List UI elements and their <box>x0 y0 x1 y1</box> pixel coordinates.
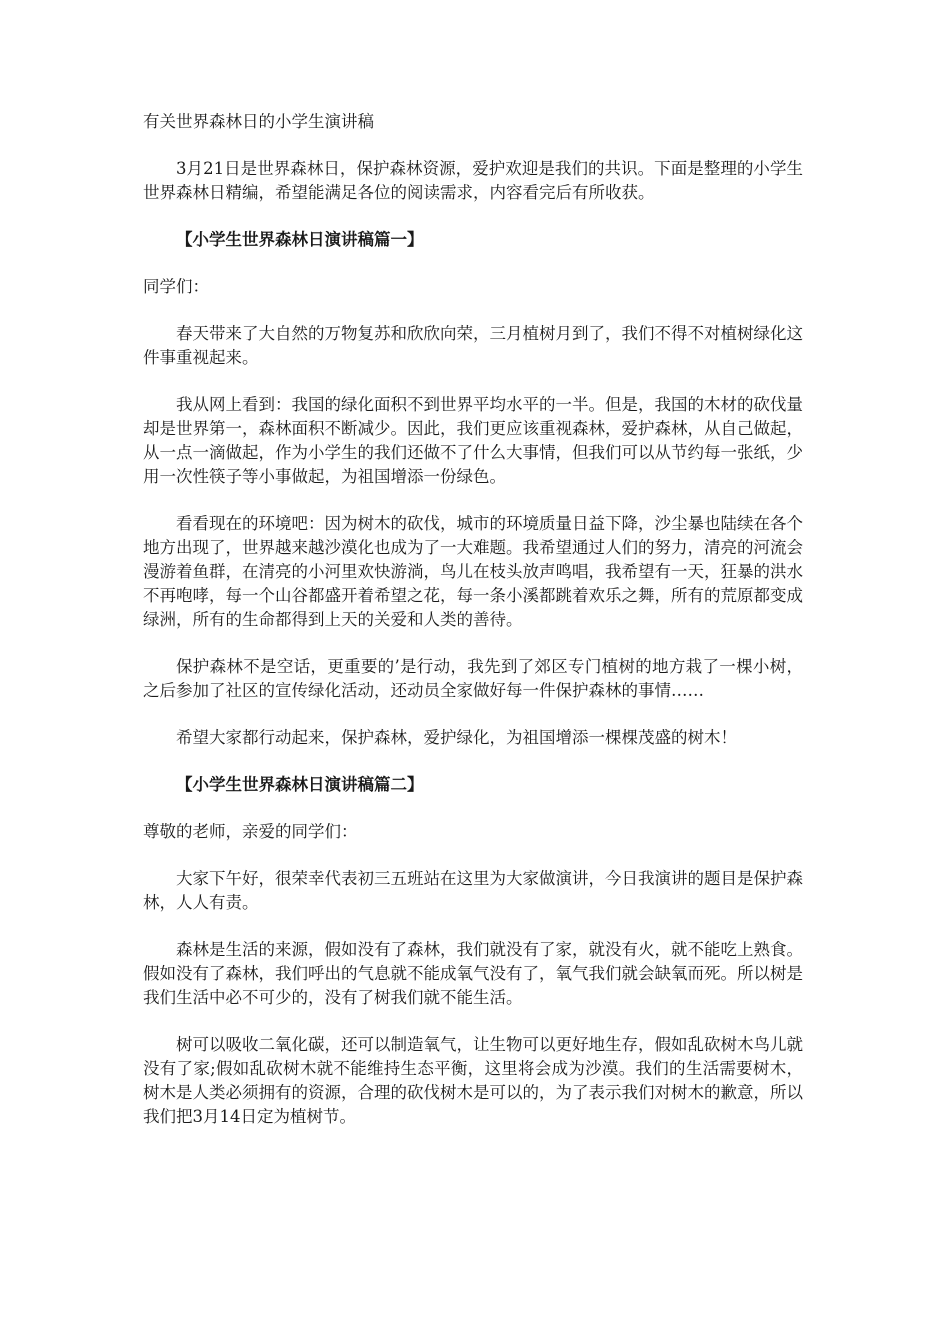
section-heading-2: 【小学生世界森林日演讲稿篇二】 <box>176 775 424 794</box>
body-paragraph: 树可以吸收二氧化碳，还可以制造氧气，让生物可以更好地生存，假如乱砍树木鸟儿就没有了家;假如乱砍树木就不能维持生态平衡，这里将会成为沙漠。我们的生活需要树木，树木是人类必须拥有的资源，合理的砍伐树木是可以的，为了表示我们对树木的歉意，所以我们把3月14日定为植树节。 <box>143 1035 803 1126</box>
document-page <box>143 110 803 1152</box>
body-paragraph: 保护森林不是空话，更重要的’是行动，我先到了郊区专门植树的地方栽了一棵小树，之后参加了社区的宣传绿化活动，还动员全家做好每一件保护森林的事情…… <box>143 657 803 700</box>
body-paragraph: 希望大家都行动起来，保护森林，爱护绿化，为祖国增添一棵棵茂盛的树木！ <box>176 728 737 747</box>
salutation-2: 尊敬的老师，亲爱的同学们： <box>143 822 358 841</box>
salutation-1: 同学们： <box>143 277 209 296</box>
body-paragraph: 看看现在的环境吧：因为树木的砍伐，城市的环境质量日益下降，沙尘暴也陆续在各个地方出现了，世界越来越沙漠化也成为了一大难题。我希望通过人们的努力，清亮的河流会漫游着鱼群，在清亮的小河里欢快游淌，鸟儿在枝头放声鸣唱，我希望有一天，狂暴的洪水不再咆哮，每一个山谷都盛开着希望之花，每一条小溪都跳着欢乐之舞，所有的荒原都变成绿洲，所有的生命都得到上天的关爱和人类的善待。 <box>143 514 803 629</box>
body-paragraph: 我从网上看到：我国的绿化面积不到世界平均水平的一半。但是，我国的木材的砍伐量却是世界第一，森林面积不断减少。因此，我们更应该重视森林，爱护森林，从自己做起，从一点一滴做起，作为小学生的我们还做不了什么大事情，但我们可以从节约每一张纸，少用一次性筷子等小事做起，为祖国增添一份绿色。 <box>143 395 803 486</box>
section-heading-1: 【小学生世界森林日演讲稿篇一】 <box>176 230 424 249</box>
body-paragraph: 春天带来了大自然的万物复苏和欣欣向荣，三月植树月到了，我们不得不对植树绿化这件事重视起来。 <box>143 324 803 367</box>
body-paragraph: 大家下午好，很荣幸代表初三五班站在这里为大家做演讲，今日我演讲的题目是保护森林，人人有责。 <box>143 869 803 912</box>
body-paragraph: 森林是生活的来源，假如没有了森林，我们就没有了家，就没有火，就不能吃上熟食。假如没有了森林，我们呼出的气息就不能成氧气没有了，氧气我们就会缺氧而死。所以树是我们生活中必不可少的，没有了树我们就不能生活。 <box>143 940 803 1007</box>
intro-paragraph: 3月21日是世界森林日，保护森林资源，爱护欢迎是我们的共识。下面是整理的小学生世界森林日精编，希望能满足各位的阅读需求，内容看完后有所收获。 <box>143 159 803 202</box>
document-title: 有关世界森林日的小学生演讲稿 <box>143 112 374 131</box>
